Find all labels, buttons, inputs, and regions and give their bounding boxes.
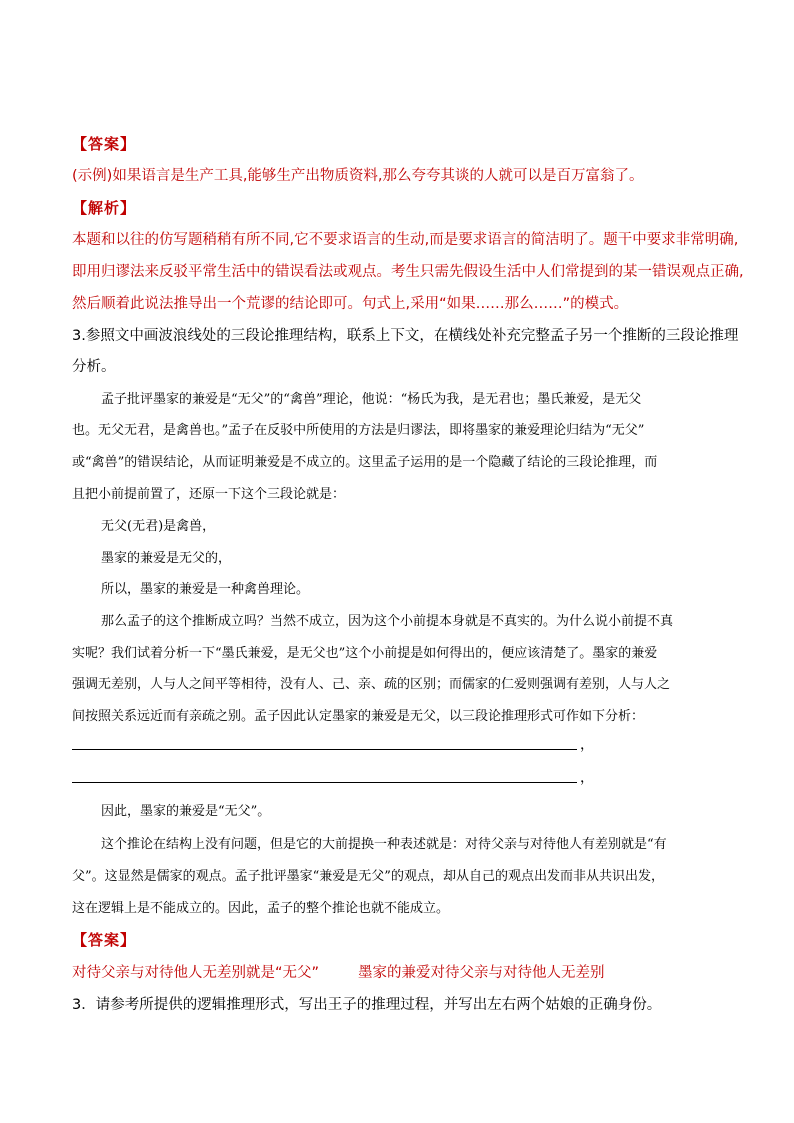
passage-conclusion: 因此，墨家的兼爱是“无父”。 xyxy=(101,804,271,819)
passage-line: 且把小前提前置了，还原一下这个三段论就是： xyxy=(72,487,346,502)
underline xyxy=(72,782,577,783)
underline xyxy=(72,749,577,750)
passage-line: 父”。这显然是儒家的观点。孟子批评墨家“兼爱是无父”的观点，却从自己的观点出发而非从共识出发， xyxy=(72,869,664,884)
blank-answer-line-2[interactable] xyxy=(72,767,592,787)
answer-text: (示例)如果语言是生产工具,能够生产出物质资料,那么夸夸其谈的人就可以是百万富翁了。 xyxy=(72,168,644,184)
passage-line: 这在逻辑上是不能成立的。因此，孟子的整个推论也就不能成立。 xyxy=(72,901,450,916)
question-line: 3.参照文中画波浪线处的三段论推理结构，联系上下文，在横线处补充完整孟子另一个推断的三段论推理 xyxy=(72,328,739,344)
passage-line: 这个推论在结构上没有问题，但是它的大前提换一种表述就是：对待父亲与对待他人有差别就是“有 xyxy=(101,837,667,852)
passage-line: 间按照关系远近而有亲疏之别。孟子因此认定墨家的兼爱是无父，以三段论推理形式可作如下分析： xyxy=(72,709,645,724)
passage-line: 实呢？我们试着分析一下“墨氏兼爱，是无父也”这个小前提是如何得出的，便应该清楚了。墨家的兼爱 xyxy=(72,646,658,661)
syllogism-conclusion: 所以，墨家的兼爱是一种禽兽理论。 xyxy=(101,582,310,597)
passage-line: 也。无父无君，是禽兽也。”孟子在反驳中所使用的方法是归谬法，即将墨家的兼爱理论归结为“无父” xyxy=(72,423,645,438)
comma: ， xyxy=(580,737,594,753)
passage-line: 那么孟子的这个推断成立吗？当然不成立，因为这个小前提本身就是不真实的。为什么说小前提不真 xyxy=(101,614,674,629)
analysis-line: 然后顺着此说法推导出一个荒谬的结论即可。句式上,采用“如果……那么……”的模式。 xyxy=(72,296,629,312)
syllogism-minor-premise: 墨家的兼爱是无父的， xyxy=(101,551,232,566)
question-line: 分析。 xyxy=(72,359,116,375)
passage-line: 孟子批评墨家的兼爱是“无父”的“禽兽”理论，他说：“杨氏为我，是无君也；墨氏兼爱，是无父 xyxy=(101,392,642,407)
question-line: 3．请参考所提供的逻辑推理形式，写出王子的推理过程，并写出左右两个姑娘的正确身份。 xyxy=(72,997,662,1013)
analysis-heading: 【解析】 xyxy=(72,199,137,217)
answer-part-1: 对待父亲与对待他人无差别就是“无父” xyxy=(72,965,320,981)
passage-line: 强调无差别，人与人之间平等相待，没有人、己、亲、疏的区别；而儒家的仁爱则强调有差别，人与人之 xyxy=(72,677,671,692)
analysis-line: 即用归谬法来反驳平常生活中的错误看法或观点。考生只需先假设生活中人们常提到的某一错误观点正确, xyxy=(72,264,744,280)
analysis-line: 本题和以往的仿写题稍稍有所不同,它不要求语言的生动,而是要求语言的简洁明了。题干中要求非常明确, xyxy=(72,232,739,248)
answer-heading: 【答案】 xyxy=(72,931,137,949)
blank-answer-line-1[interactable] xyxy=(72,734,592,754)
syllogism-major-premise: 无父(无君)是禽兽， xyxy=(101,519,216,534)
comma: ， xyxy=(580,770,594,786)
passage-line: 或“禽兽”的错误结论，从而证明兼爱是不成立的。这里孟子运用的是一个隐藏了结论的三段论推理，而 xyxy=(72,455,658,470)
answer-part-2: 墨家的兼爱对待父亲与对待他人无差别 xyxy=(358,965,605,981)
answer-heading: 【答案】 xyxy=(72,135,137,153)
